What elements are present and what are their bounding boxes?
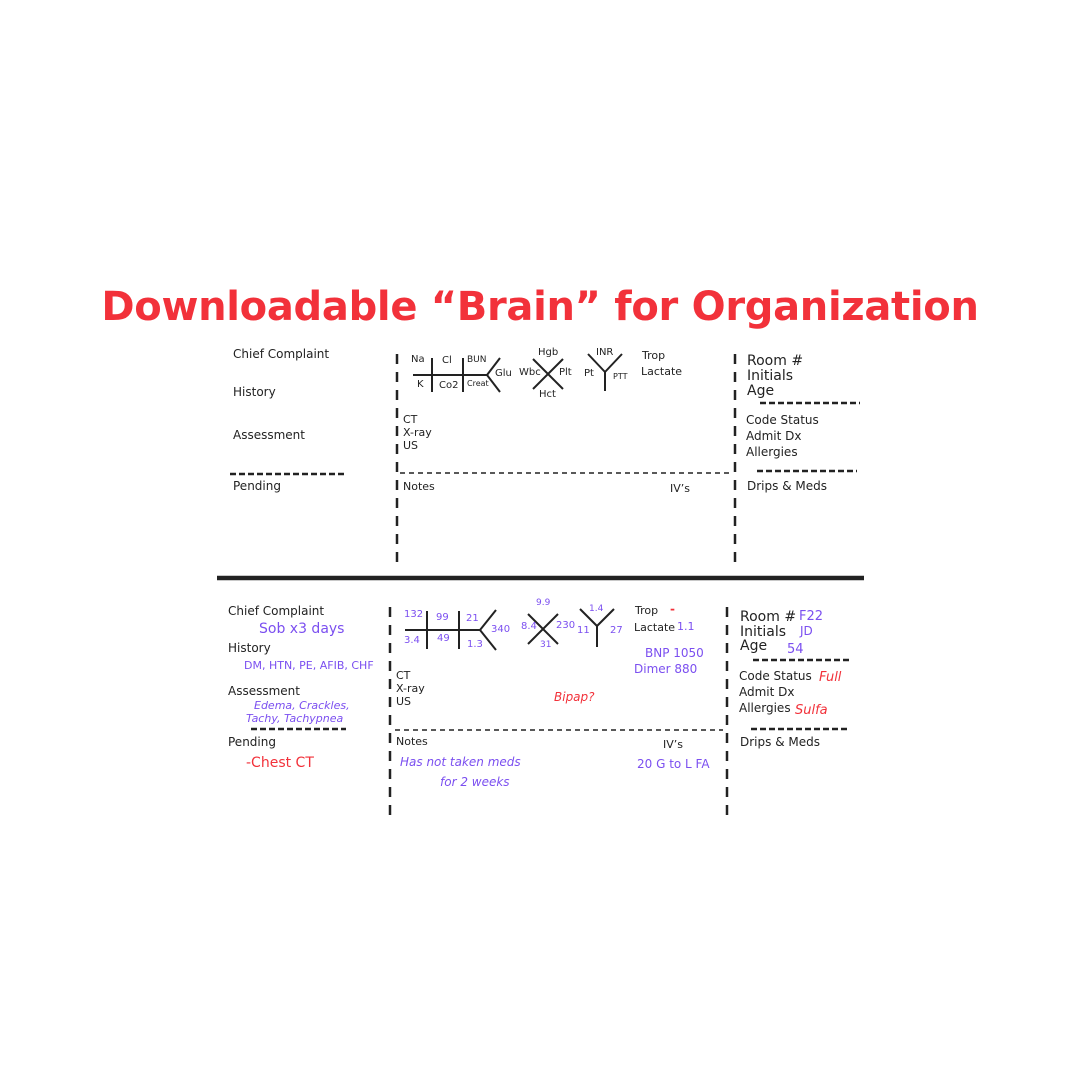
blank-cl-label: Cl <box>442 355 452 366</box>
filled-trop-label: Trop <box>635 604 659 617</box>
filled-allergies-value: Sulfa <box>795 703 828 718</box>
filled-na-value: 132 <box>404 609 424 620</box>
filled-history-label: History <box>228 641 271 655</box>
filled-hgb-value: 9.9 <box>536 598 551 608</box>
blank-na-label: Na <box>411 354 425 365</box>
filled-ivs-value: 20 G to L FA <box>637 757 710 771</box>
blank-imaging-list <box>403 413 432 452</box>
filled-assessment-value-2: Tachy, Tachypnea <box>246 712 344 725</box>
filled-trop-value: - <box>670 602 675 616</box>
blank-room-label: Room # <box>747 353 804 369</box>
blank-pending-label: Pending <box>233 479 281 493</box>
blank-initials-label: Initials <box>747 368 794 384</box>
filled-allergies-label: Allergies <box>739 701 791 715</box>
blank-code-status-label: Code Status <box>746 413 819 427</box>
filled-notes-label: Notes <box>396 735 428 748</box>
filled-lactate-value: 1.1 <box>677 620 695 633</box>
blank-plt-label: Plt <box>559 367 572 378</box>
filled-age-label: Age <box>740 638 768 654</box>
blank-age-label: Age <box>747 383 775 399</box>
filled-initials-value: JD <box>800 624 813 638</box>
blank-pt-label: Pt <box>584 368 594 379</box>
blank-notes-label: Notes <box>403 480 435 493</box>
filled-imaging-ct: CT <box>396 669 411 682</box>
blank-creat-label: Creat <box>467 379 489 388</box>
blank-lactate-label: Lactate <box>641 365 683 378</box>
filled-pending-label: Pending <box>228 735 276 749</box>
filled-imaging-us: US <box>396 695 412 708</box>
blank-co2-label: Co2 <box>439 380 459 391</box>
blank-imaging-xray: X-ray <box>403 426 432 439</box>
filled-cl-value: 99 <box>436 612 449 623</box>
blank-drips-label: Drips & Meds <box>747 479 827 493</box>
blank-inr-label: INR <box>596 347 614 358</box>
blank-trop-label: Trop <box>642 349 666 362</box>
blank-admit-dx-label: Admit Dx <box>746 429 802 443</box>
filled-notes-value-2: for 2 weeks <box>440 775 510 789</box>
blank-hct-label: Hct <box>539 389 556 400</box>
blank-wbc-label: Wbc <box>519 367 541 378</box>
blank-glu-label: Glu <box>495 368 512 379</box>
page-title: Downloadable “Brain” for Organization <box>101 284 979 330</box>
blank-bun-label: BUN <box>467 355 487 365</box>
filled-room-value: F22 <box>799 609 824 624</box>
filled-room-label: Room # <box>740 609 797 625</box>
filled-bipap-note: Bipap? <box>554 690 595 704</box>
filled-history-value: DM, HTN, PE, AFIB, CHF <box>244 659 374 672</box>
filled-chief-complaint-value: Sob x3 days <box>259 621 345 637</box>
filled-initials-label: Initials <box>740 624 787 640</box>
filled-glu-value: 340 <box>491 624 511 635</box>
blank-assessment-label: Assessment <box>233 428 305 442</box>
filled-chief-complaint-label: Chief Complaint <box>228 604 325 618</box>
filled-wbc-value: 8.4 <box>521 621 537 632</box>
blank-imaging-ct: CT <box>403 413 418 426</box>
filled-assessment-value-1: Edema, Crackles, <box>254 699 350 712</box>
filled-bun-value: 21 <box>466 613 479 624</box>
filled-lactate-label: Lactate <box>634 621 676 634</box>
filled-age-value: 54 <box>787 642 804 657</box>
blank-hgb-label: Hgb <box>538 347 559 358</box>
filled-hct-value: 31 <box>540 640 552 650</box>
filled-creat-value: 1.3 <box>467 639 483 650</box>
filled-dimer-value: Dimer 880 <box>634 662 698 676</box>
blank-imaging-us: US <box>403 439 419 452</box>
filled-plt-value: 230 <box>556 620 576 631</box>
blank-chief-complaint-label: Chief Complaint <box>233 347 330 361</box>
filled-drips-label: Drips & Meds <box>740 735 820 749</box>
filled-ptt-value: 27 <box>610 625 623 636</box>
blank-ptt-label: PTT <box>613 372 628 381</box>
filled-pending-value: -Chest CT <box>246 755 314 771</box>
filled-inr-value: 1.4 <box>589 604 604 614</box>
filled-ivs-label: IV’s <box>663 738 683 751</box>
filled-imaging-list <box>396 669 425 708</box>
filled-bnp-value: BNP 1050 <box>645 646 704 660</box>
filled-code-status-value: Full <box>819 670 842 685</box>
blank-ivs-label: IV’s <box>670 482 690 495</box>
filled-k-value: 3.4 <box>404 635 420 646</box>
filled-imaging-xray: X-ray <box>396 682 425 695</box>
blank-history-label: History <box>233 385 276 399</box>
filled-code-status-label: Code Status <box>739 669 812 683</box>
filled-co2-value: 49 <box>437 633 450 644</box>
filled-notes-value-1: Has not taken meds <box>400 755 521 769</box>
blank-allergies-label: Allergies <box>746 445 798 459</box>
filled-assessment-label: Assessment <box>228 684 300 698</box>
filled-pt-value: 11 <box>577 625 590 636</box>
filled-admit-dx-label: Admit Dx <box>739 685 795 699</box>
blank-k-label: K <box>417 379 424 390</box>
